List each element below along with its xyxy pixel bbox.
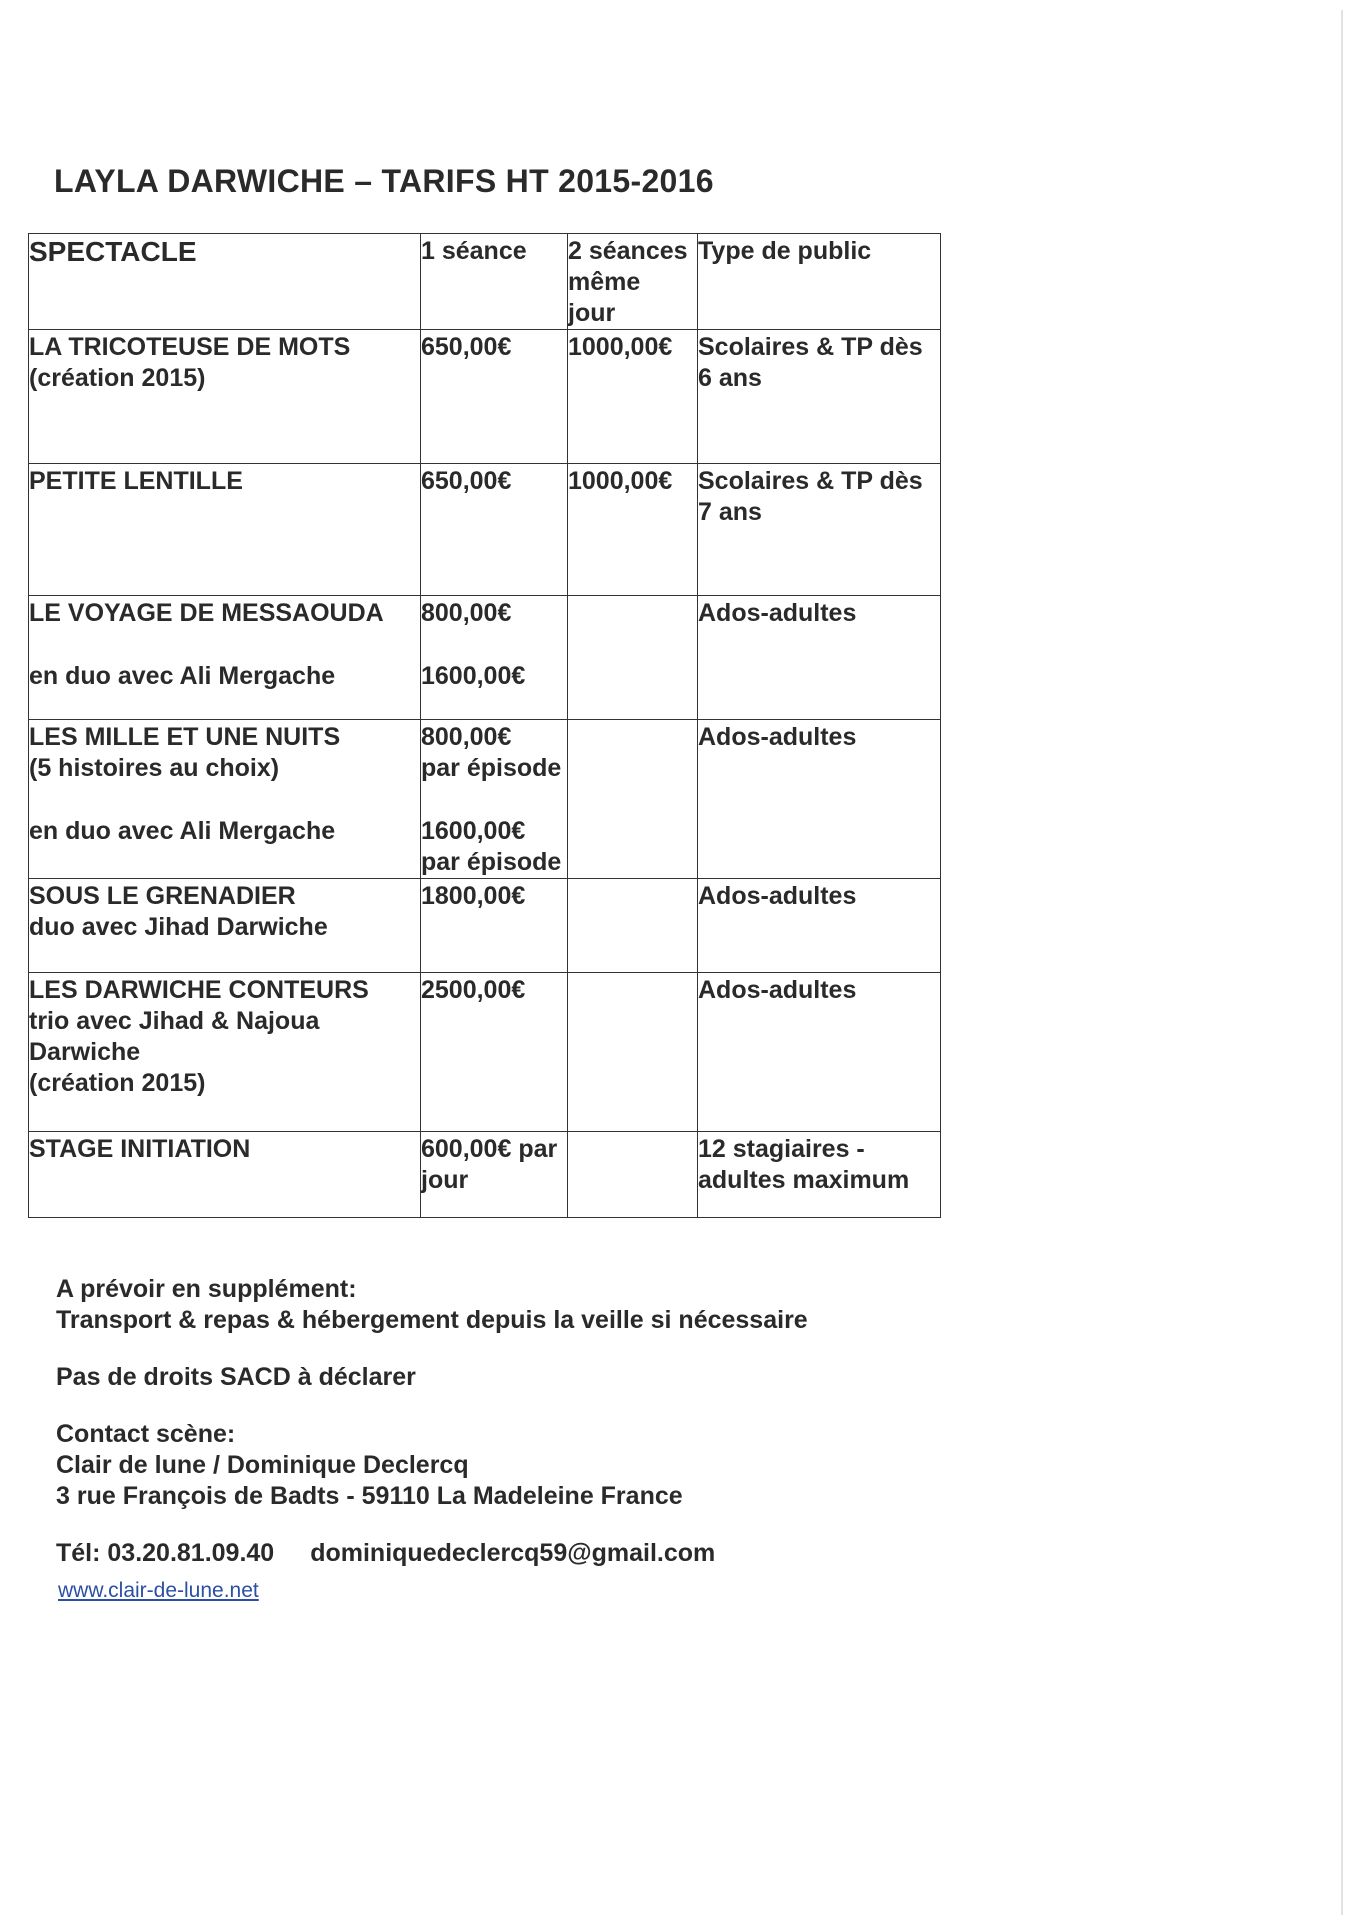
- cell-line: Ados-adultes: [698, 882, 857, 910]
- header-two-sessions-line: même: [568, 268, 641, 296]
- cell-spectacle: [29, 879, 421, 973]
- cell-line: SOUS LE GRENADIER: [29, 882, 296, 910]
- cell-spectacle: [29, 596, 421, 720]
- supplement-block: [56, 1274, 808, 1336]
- cell-line: 1600,00€: [421, 662, 526, 690]
- table-row: [29, 464, 941, 596]
- cell-line: 650,00€: [421, 333, 512, 361]
- cell-line: LES MILLE ET UNE NUITS: [29, 723, 341, 751]
- cell-public: [698, 596, 941, 720]
- cell-public: [698, 973, 941, 1132]
- header-two-sessions-line: 2 séances: [568, 237, 688, 265]
- tariff-table: [28, 233, 941, 1218]
- cell-line: par épisode: [421, 754, 562, 782]
- supplement-text: Transport & repas & hébergement depuis la veille si nécessaire: [56, 1306, 808, 1334]
- contact-details: [56, 1538, 808, 1569]
- sacd-block: [56, 1362, 808, 1393]
- line-gap: [421, 629, 567, 661]
- cell-line: LA TRICOTEUSE DE MOTS: [29, 333, 351, 361]
- cell-one-session: [421, 879, 568, 973]
- notes-section: [56, 1274, 808, 1569]
- cell-spectacle: [29, 1132, 421, 1218]
- supplement-label: A prévoir en supplément:: [56, 1275, 357, 1303]
- contact-name: Clair de lune / Dominique Declercq: [56, 1451, 469, 1479]
- contact-label: Contact scène:: [56, 1420, 236, 1448]
- cell-line: Scolaires & TP dès: [698, 467, 923, 495]
- phone-number: Tél: 03.20.81.09.40: [56, 1539, 275, 1567]
- cell-line: duo avec Jihad Darwiche: [29, 913, 328, 941]
- cell-public: [698, 720, 941, 879]
- cell-public: [698, 330, 941, 464]
- cell-one-session: [421, 720, 568, 879]
- header-two-sessions-line: jour: [568, 299, 616, 327]
- cell-one-session: [421, 464, 568, 596]
- cell-two-sessions: [568, 720, 698, 879]
- table-row: [29, 973, 941, 1132]
- cell-line: 650,00€: [421, 467, 512, 495]
- cell-spectacle: [29, 464, 421, 596]
- contact-address: 3 rue François de Badts - 59110 La Madeleine France: [56, 1482, 683, 1510]
- line-gap: [29, 629, 420, 661]
- cell-line: LES DARWICHE CONTEURS: [29, 976, 369, 1004]
- table-row: [29, 879, 941, 973]
- cell-line: 1000,00€: [568, 467, 673, 495]
- cell-line: 1600,00€: [421, 817, 526, 845]
- cell-line: 800,00€: [421, 723, 512, 751]
- cell-line: en duo avec Ali Mergache: [29, 817, 336, 845]
- cell-line: PETITE LENTILLE: [29, 467, 243, 495]
- sacd-text: Pas de droits SACD à déclarer: [56, 1363, 416, 1391]
- cell-line: Darwiche: [29, 1038, 141, 1066]
- cell-line: (création 2015): [29, 1069, 206, 1097]
- table-row: [29, 330, 941, 464]
- table-row: [29, 596, 941, 720]
- header-two-sessions: [568, 234, 698, 330]
- cell-line: 800,00€: [421, 599, 512, 627]
- page-title: LAYLA DARWICHE – TARIFS HT 2015-2016: [54, 163, 714, 199]
- cell-line: STAGE INITIATION: [29, 1135, 251, 1163]
- table-row: [29, 720, 941, 879]
- cell-line: 1800,00€: [421, 882, 526, 910]
- cell-line: 1000,00€: [568, 333, 673, 361]
- cell-line: Ados-adultes: [698, 723, 857, 751]
- email-address: dominiquedeclercq59@gmail.com: [310, 1539, 716, 1567]
- scan-edge-line: [1341, 10, 1343, 1915]
- cell-line: Scolaires & TP dès: [698, 333, 923, 361]
- line-gap: [29, 784, 420, 816]
- cell-public: [698, 879, 941, 973]
- cell-line: 12 stagiaires -: [698, 1135, 865, 1163]
- cell-spectacle: [29, 330, 421, 464]
- cell-line: adultes maximum: [698, 1166, 910, 1194]
- cell-line: 6 ans: [698, 364, 762, 392]
- cell-spectacle: [29, 720, 421, 879]
- cell-line: Ados-adultes: [698, 599, 857, 627]
- cell-line: (5 histoires au choix): [29, 754, 280, 782]
- cell-two-sessions: [568, 879, 698, 973]
- cell-two-sessions: [568, 973, 698, 1132]
- contact-block: [56, 1419, 808, 1512]
- cell-line: Ados-adultes: [698, 976, 857, 1004]
- header-spectacle: SPECTACLE: [29, 234, 421, 330]
- header-public: Type de public: [698, 234, 941, 330]
- table-header-row: [29, 234, 941, 330]
- line-gap: [421, 784, 567, 816]
- cell-line: (création 2015): [29, 364, 206, 392]
- cell-line: 7 ans: [698, 498, 762, 526]
- cell-one-session: [421, 330, 568, 464]
- cell-one-session: [421, 596, 568, 720]
- website-link[interactable]: www.clair-de-lune.net: [58, 1579, 259, 1602]
- cell-two-sessions: [568, 596, 698, 720]
- cell-two-sessions: [568, 464, 698, 596]
- cell-public: [698, 1132, 941, 1218]
- cell-public: [698, 464, 941, 596]
- cell-two-sessions: [568, 1132, 698, 1218]
- cell-line: 2500,00€: [421, 976, 526, 1004]
- cell-two-sessions: [568, 330, 698, 464]
- cell-line: en duo avec Ali Mergache: [29, 662, 336, 690]
- cell-line: LE VOYAGE DE MESSAOUDA: [29, 599, 384, 627]
- cell-spectacle: [29, 973, 421, 1132]
- header-one-session: 1 séance: [421, 234, 568, 330]
- cell-line: par épisode: [421, 848, 562, 876]
- cell-line: 600,00€ par: [421, 1135, 558, 1163]
- cell-line: jour: [421, 1166, 469, 1194]
- cell-one-session: [421, 1132, 568, 1218]
- cell-one-session: [421, 973, 568, 1132]
- table-row: [29, 1132, 941, 1218]
- cell-line: trio avec Jihad & Najoua: [29, 1007, 320, 1035]
